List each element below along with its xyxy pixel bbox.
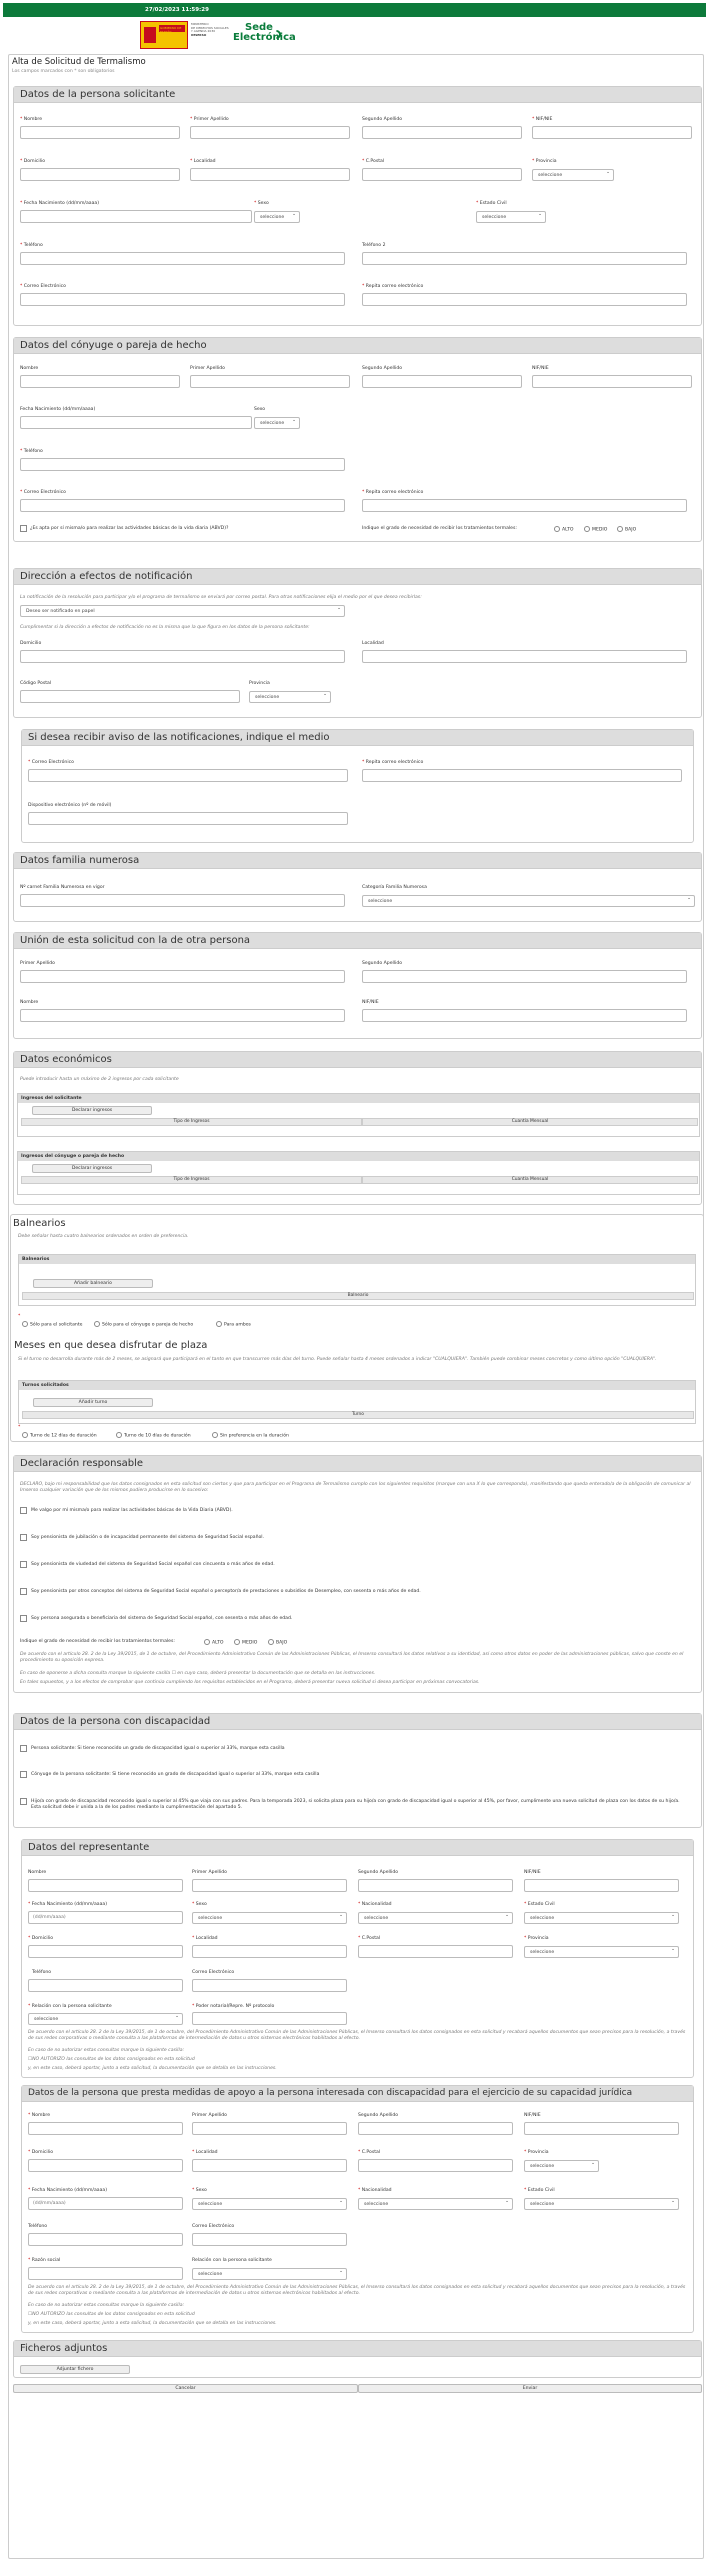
radio-solo-conyuge[interactable]: Sólo para el cónyuge o pareja de hecho xyxy=(94,1321,193,1328)
radio-turno-10[interactable]: Turno de 10 días de duración xyxy=(116,1432,191,1439)
section-title: Datos de la persona que presta medidas de apoyo a la persona interesada con discapacidad para el ejercicio de su capacidad jurídica xyxy=(22,2086,693,2102)
section-title: Datos de la persona con discapacidad xyxy=(14,1714,701,1730)
datetime: 27/02/2023 11:59:29 xyxy=(145,7,209,13)
union-ap2-input[interactable] xyxy=(362,970,687,983)
section-title: Declaración responsable xyxy=(14,1456,701,1472)
ingresos-conyuge-grid: Ingresos del cónyuge o pareja de hecho Declarar ingresos Tipo de Ingresos Cuantía Mensual xyxy=(17,1151,700,1195)
decl-check-jubilacion[interactable] xyxy=(20,1534,27,1541)
rep-ap1-input[interactable] xyxy=(192,1879,347,1892)
balnearios-title: Balnearios xyxy=(13,1218,66,1229)
provincia-select[interactable]: seleccione ⌄ xyxy=(532,169,614,181)
section-aviso: Si desea recibir aviso de las notificaciones, indique el medio * Correo Electrónico * Repita correo electrónico Dispositivo electrónico (nº de móvil) xyxy=(21,729,694,843)
conyuge-ap1-input[interactable] xyxy=(190,375,350,388)
notif-domicilio-input[interactable] xyxy=(20,650,345,663)
apoyo-provincia-select[interactable]: seleccione ⌄ xyxy=(524,2160,599,2172)
rep-cpostal-input[interactable] xyxy=(358,1945,513,1958)
conyuge-radio-bajo[interactable]: BAJO xyxy=(617,526,636,533)
section-apoyo: Datos de la persona que presta medidas de apoyo a la persona interesada con discapacidad para el ejercicio de su capacidad jurídica * Nombre Primer Apellido Segundo Apellido NIF/NIE * Domicilio * Localidad * C.Postal * Provincia seleccione ⌄ * Fecha Nacimiento (dd/mm/aaaa) (dd/mm/aaaa) * Sexo seleccione ⌄ * Nacionalidad seleccione ⌄ * Estado Civil seleccione ⌄ Teléfono Correo Electrónico * Razón social Relación con la persona solicitante seleccione ⌄ De acuerdo con el artículo 28. 2 de la Ley 39/2015, de 1 de octubre, del Procedimiento Administrativo Común de las Administraciones Públicas, el Imserso consultará los datos consignados en esta solicitud y recabará aquellos documentos que sean precisos para la resolución, a través de sus redes corporativas o mediante consulta a las plataformas de intermediación de datos u otros sistemas electrónicos habilitados al efecto. En caso de no autorizar estas consultas marque la siguiente casilla: ☐NO AUTORIZO las consultas de los datos consignados en esta solicitud y, en este caso, deberá aportar, junto a esta solicitud, la documentación que se detalla en las instrucciones. xyxy=(21,2085,694,2333)
radio-turno-12[interactable]: Turno de 12 días de duración xyxy=(22,1432,97,1439)
telefono2-input[interactable] xyxy=(362,252,687,265)
section-familia-numerosa: Datos familia numerosa Nº carnet Familia Numerosa en vigor Categoría Familia Numerosa seleccione ⌄ xyxy=(13,852,702,922)
rep-nombre-input[interactable] xyxy=(28,1879,183,1892)
rep-localidad-input[interactable] xyxy=(192,1945,347,1958)
cpostal-input[interactable] xyxy=(362,168,522,181)
rep-nacionalidad-select[interactable]: seleccione ⌄ xyxy=(358,1912,513,1924)
radio-solo-solicitante[interactable]: Sólo para el solicitante xyxy=(22,1321,82,1328)
anadir-balneario-button[interactable]: Añadir balneario xyxy=(33,1279,153,1288)
apoyo-relacion-select[interactable]: seleccione ⌄ xyxy=(192,2268,347,2280)
rep-relacion-select[interactable]: seleccione ⌄ xyxy=(28,2013,183,2025)
aviso-email-input[interactable] xyxy=(28,769,348,782)
apellido1-input[interactable] xyxy=(190,126,350,139)
conyuge-ap2-input[interactable] xyxy=(362,375,522,388)
rep-provincia-select[interactable]: seleccione ⌄ xyxy=(524,1946,679,1958)
section-conyuge: Datos del cónyuge o pareja de hecho Nombre Primer Apellido Segundo Apellido NIF/NIE Fecha Nacimiento (dd/mm/aaaa) Sexo seleccione ⌄ * Teléfono * Correo Electrónico * Repita correo electrónico ¿Es apta por sí misma/o para realizar las actividades básicas de la vida diaria (ABVD)? Indique el grado de necesidad de recibir los tratamientos termales: ALTO MEDIO BAJO xyxy=(13,337,702,542)
col-turno: Turno xyxy=(22,1411,694,1419)
apoyo-sexo-select[interactable]: seleccione ⌄ xyxy=(192,2198,347,2210)
conyuge-email-input[interactable] xyxy=(20,499,345,512)
col-tipo-ingresos: Tipo de Ingresos xyxy=(21,1118,362,1126)
radio-ambos[interactable]: Para ambos xyxy=(216,1321,251,1328)
decl-check-asegurada[interactable] xyxy=(20,1615,27,1622)
decl-check-viudedad[interactable] xyxy=(20,1561,27,1568)
page-subtitle: Los campos marcados con * son obligatorios xyxy=(12,69,115,74)
decl-radio-bajo[interactable]: BAJO xyxy=(268,1639,287,1646)
apoyo-ecivil-select[interactable]: seleccione ⌄ xyxy=(524,2198,679,2210)
sede-electronica-logo: Sede Electrónica xyxy=(233,22,296,43)
nombre-input[interactable] xyxy=(20,126,180,139)
ministry-name: MINISTERIO DE DERECHOS SOCIALES Y AGENDA 2030 IMSERSO xyxy=(191,22,229,37)
conyuge-fnac-input[interactable] xyxy=(20,416,252,429)
apellido2-input[interactable] xyxy=(362,126,522,139)
repeat-email-input[interactable] xyxy=(362,293,687,306)
turnos-grid: Turnos solicitados Añadir turno Turno xyxy=(18,1380,696,1424)
decl-radio-alto[interactable]: ALTO xyxy=(204,1639,224,1646)
localidad-input[interactable] xyxy=(190,168,350,181)
conyuge-nif-input[interactable] xyxy=(532,375,692,388)
section-notificacion: Dirección a efectos de notificación La notificación de la resolución para participar y/o el programa de termalismo se enviará por correo postal. Para otras notificaciones elija el medio por el que desea recibirlas: Deseo ser notificado en papel ⌄ Cumplimentar si la dirección a efectos de notificación no es la misma que la que figura en los datos de la persona solicitante: Domicilio Localidad Código Postal Provincia seleccione ⌄ xyxy=(13,568,702,718)
telefono-input[interactable] xyxy=(20,252,345,265)
rep-no-autorizo[interactable]: ☐NO AUTORIZO las consultas de los datos consignados en esta solicitud xyxy=(28,2057,195,2062)
section-title: Unión de esta solicitud con la de otra persona xyxy=(14,933,701,949)
apoyo-razon-input[interactable] xyxy=(28,2267,183,2280)
section-ficheros xyxy=(13,2340,702,2378)
email-input[interactable] xyxy=(20,293,345,306)
abvd-checkbox[interactable] xyxy=(20,525,27,532)
apoyo-tel-input[interactable] xyxy=(28,2233,183,2246)
col-balneario: Balneario xyxy=(22,1292,694,1300)
rep-tel-input[interactable] xyxy=(28,1979,183,1992)
aviso-remail-input[interactable] xyxy=(362,769,682,782)
section-title: Ficheros adjuntos xyxy=(14,2341,701,2357)
conyuge-radio-alto[interactable]: ALTO xyxy=(554,526,574,533)
apoyo-fnac-input[interactable]: (dd/mm/aaaa) xyxy=(28,2197,183,2210)
rep-ap2-input[interactable] xyxy=(358,1879,513,1892)
apoyo-email-input[interactable] xyxy=(192,2233,347,2246)
sexo-select[interactable]: seleccione ⌄ xyxy=(254,211,300,223)
section-title: Datos económicos xyxy=(14,1052,701,1068)
union-nif-input[interactable] xyxy=(362,1009,687,1022)
estado-civil-select[interactable]: seleccione ⌄ xyxy=(476,211,546,223)
rep-email-input[interactable] xyxy=(192,1979,347,1992)
section-union: Unión de esta solicitud con la de otra persona Primer Apellido Segundo Apellido Nombre NIF/NIE xyxy=(13,932,702,1039)
apoyo-ap1-input[interactable] xyxy=(192,2122,347,2135)
apoyo-localidad-input[interactable] xyxy=(192,2159,347,2172)
conyuge-radio-medio[interactable]: MEDIO xyxy=(584,526,607,533)
fn-carnet-input[interactable] xyxy=(20,894,345,907)
ingresos-solicitante-grid: Ingresos del solicitante Declarar ingresos Tipo de Ingresos Cuantía Mensual xyxy=(17,1093,700,1137)
apoyo-no-autorizo[interactable]: ☐NO AUTORIZO las consultas de los datos consignados en esta solicitud xyxy=(28,2312,195,2317)
domicilio-input[interactable] xyxy=(20,168,180,181)
section-title: Datos del representante xyxy=(22,1840,693,1856)
union-ap1-input[interactable] xyxy=(20,970,345,983)
rep-ecivil-select[interactable]: seleccione ⌄ xyxy=(524,1912,679,1924)
section-title: Datos de la persona solicitante xyxy=(14,87,701,103)
section-economicos: Datos económicos Puede introducir hasta un máximo de 2 ingresos por cada solicitante Ingresos del solicitante Declarar ingresos Tipo de Ingresos Cuantía Mensual Ingresos del cónyuge o pareja de hecho Declarar ingresos Tipo de Ingresos Cuantía Mensual xyxy=(13,1051,702,1205)
declarar-ingresos-conyuge-button[interactable]: Declarar ingresos xyxy=(32,1164,152,1173)
radio-sin-preferencia[interactable]: Sin preferencia en la duración xyxy=(212,1432,289,1439)
section-solicitante: Datos de la persona solicitante * Nombre * Primer Apellido Segundo Apellido * NIF/NIE * Domicilio * Localidad * C.Postal * Provincia seleccione ⌄ * Fecha Nacimiento (dd/mm/aaaa) * Sexo seleccione ⌄ * Estado Civil seleccione ⌄ * Teléfono Teléfono 2 * Correo Electrónico * Repita correo electrónico xyxy=(13,86,702,326)
fn-categoria-select[interactable]: seleccione ⌄ xyxy=(362,895,695,907)
apoyo-domicilio-input[interactable] xyxy=(28,2159,183,2172)
conyuge-sexo-select[interactable]: seleccione ⌄ xyxy=(254,417,300,429)
section-title: Datos del cónyuge o pareja de hecho xyxy=(14,338,701,354)
section-declaracion: Declaración responsable DECLARO, bajo mi responsabilidad que los datos consignados en esta solicitud son ciertos y que para participar en el Programa de Termalismo cumplo con los siguientes requisitos (marque con una X lo que corresponda), manifestando que queda enterado/a de la obligación de comunicar al Imserso cualquier variación que de los mismos pudiera producirse en lo sucesivo: Me valgo por mí misma/o para realizar las actividades básicas de la Vida Diaria (ABVD). Soy pensionista de jubilación o de incapacidad permanente del sistema de Seguridad Social español. Soy pensionista de viudedad del sistema de Seguridad Social español con cincuenta o más años de edad. Soy pensionista por otros conceptos del sistema de Seguridad Social español o perceptor/a de prestaciones o subsidios de Desempleo, con sesenta o más años de edad. Soy persona asegurada o beneficiaria del sistema de Seguridad Social español, con sesenta o más años de edad. Indique el grado de necesidad de recibir los tratamientos termales: ALTO MEDIO BAJO De acuerdo con el artículo 28. 2 de la Ley 39/2015, de 1 de octubre, del Procedimiento Administrativo Común de las Administraciones Públicas, el Imserso consultará los datos relativos a su identidad, así como otros datos en poder de las administraciones públicas, salvo que conste en el procedimiento su oposición expresa. En caso de oponerse a dicha consulta marque la siguiente casilla ☐ en cuyo caso, deberá presentar la documentación que se detalla en las instrucciones. En tales supuestos, y a los efectos de comprobar que continúa cumpliendo los requisitos establecidos en el Programa, deberá presentar nueva solicitud si desea participar en próximas convocatorias. xyxy=(13,1455,702,1693)
notif-provincia-select[interactable]: seleccione ⌄ xyxy=(249,691,331,703)
rep-domicilio-input[interactable] xyxy=(28,1945,183,1958)
adjuntar-fichero-button[interactable]: Adjuntar fichero xyxy=(20,2365,130,2374)
nif-input[interactable] xyxy=(532,126,692,139)
declarar-ingresos-button[interactable]: Declarar ingresos xyxy=(32,1106,152,1115)
page-title: Alta de Solicitud de Termalismo xyxy=(12,57,146,67)
conyuge-nombre-input[interactable] xyxy=(20,375,180,388)
medio-notificacion-select[interactable]: Deseo ser notificado en papel ⌄ xyxy=(20,605,345,617)
disc-check-conyuge[interactable] xyxy=(20,1771,27,1778)
fnac-input[interactable] xyxy=(20,210,252,223)
decl-check-otros[interactable] xyxy=(20,1588,27,1595)
rep-sexo-select[interactable]: seleccione ⌄ xyxy=(192,1912,347,1924)
section-title: Datos familia numerosa xyxy=(14,853,701,869)
section-title: Si desea recibir aviso de las notificaciones, indique el medio xyxy=(22,730,693,746)
cancel-button[interactable]: Cancelar xyxy=(13,2384,358,2393)
conyuge-remail-input[interactable] xyxy=(362,499,687,512)
decl-check-abvd[interactable] xyxy=(20,1507,27,1514)
rep-fnac-input[interactable]: (dd/mm/aaaa) xyxy=(28,1911,183,1924)
rep-nif-input[interactable] xyxy=(524,1879,679,1892)
section-title: Dirección a efectos de notificación xyxy=(14,569,701,585)
anadir-turno-button[interactable]: Añadir turno xyxy=(33,1398,153,1407)
section-discapacidad: Datos de la persona con discapacidad Persona solicitante: Si tiene reconocido un grado de discapacidad igual o superior al 33%, marque esta casilla Cónyuge de la persona solicitante: Si tiene reconocido un grado de discapacidad igual o superior al 33%, marque esta casilla Hijo/a con grado de discapacidad reconocido igual o superior al 45% que viaja con sus padres. Para la temporada 2023, si solicita plaza para su hijo/a con grado de discapacidad igual o superior al 45%, por favor, cumplimente una nueva solicitud de plaza con los datos de su hijo/a. Esta solicitud debe ir unida a la de los padres mediante la cumplimentación del apartado 5. xyxy=(13,1713,702,1828)
apoyo-ap2-input[interactable] xyxy=(358,2122,513,2135)
disc-check-solicitante[interactable] xyxy=(20,1745,27,1752)
decl-radio-medio[interactable]: MEDIO xyxy=(234,1639,257,1646)
aviso-movil-input[interactable] xyxy=(28,812,348,825)
top-bar xyxy=(3,3,706,17)
apoyo-nacionalidad-select[interactable]: seleccione ⌄ xyxy=(358,2198,513,2210)
section-representante: Datos del representante Nombre Primer Apellido Segundo Apellido NIF/NIE * Fecha Nacimiento (dd/mm/aaaa) (dd/mm/aaaa) * Sexo seleccione ⌄ * Nacionalidad seleccione ⌄ * Estado Civil seleccione ⌄ * Domicilio * Localidad * C.Postal * Provincia seleccione ⌄ Teléfono Correo Electrónico * Relación con la persona solicitante seleccione ⌄ * Poder notarial/Repre. Nº protocolo De acuerdo con el artículo 28. 2 de la Ley 39/2015, de 1 de octubre, del Procedimiento Administrativo Común de las Administraciones Públicas, el Imserso consultará los datos consignados en esta solicitud y recabará aquellos documentos que sean precisos para la resolución, a través de sus redes corporativas o mediante consulta a las plataformas de intermediación de datos u otros sistemas electrónicos habilitados al efecto. En caso de no autorizar estas consultas marque la siguiente casilla: ☐NO AUTORIZO las consultas de los datos consignados en esta solicitud y, en este caso, deberá aportar, junto a esta solicitud, la documentación que se detalla en las instrucciones. xyxy=(21,1839,694,2078)
balnearios-grid: Balnearios Añadir balneario Balneario xyxy=(18,1254,696,1306)
apoyo-nif-input[interactable] xyxy=(524,2122,679,2135)
disc-check-hijo[interactable] xyxy=(20,1798,27,1805)
meses-title: Meses en que desea disfrutar de plaza xyxy=(14,1340,208,1351)
notif-localidad-input[interactable] xyxy=(362,650,687,663)
apoyo-cpostal-input[interactable] xyxy=(358,2159,513,2172)
notif-cpostal-input[interactable] xyxy=(20,690,240,703)
union-nombre-input[interactable] xyxy=(20,1009,345,1022)
send-button[interactable]: Enviar xyxy=(358,2384,702,2393)
col-cuantia: Cuantía Mensual xyxy=(362,1118,698,1126)
gobierno-logo: GOBIERNO DE ESPAÑA xyxy=(140,21,188,49)
apoyo-nombre-input[interactable] xyxy=(28,2122,183,2135)
logo[interactable] xyxy=(140,21,296,49)
rep-poder-input[interactable] xyxy=(192,2012,347,2025)
conyuge-tel-input[interactable] xyxy=(20,458,345,471)
